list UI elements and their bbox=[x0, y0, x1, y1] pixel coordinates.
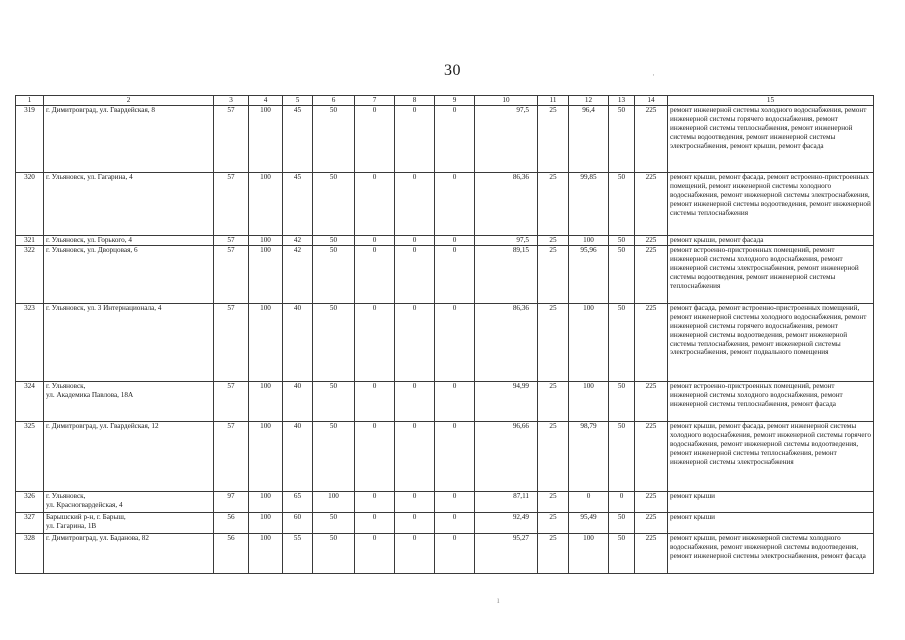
cell-col-14: 225 bbox=[635, 173, 668, 236]
cell-col-6: 50 bbox=[313, 173, 355, 236]
cell-col-10: 86,36 bbox=[475, 173, 538, 236]
col-header-14: 14 bbox=[635, 96, 668, 106]
cell-col-7: 0 bbox=[355, 236, 395, 246]
header-row bbox=[16, 96, 874, 106]
cell-col-14: 225 bbox=[635, 421, 668, 491]
cell-col-6: 50 bbox=[313, 381, 355, 421]
cell-col-9: 0 bbox=[435, 491, 475, 512]
col-header-5: 5 bbox=[283, 96, 313, 106]
cell-col-4: 100 bbox=[249, 421, 283, 491]
cell-col-15: ремонт крыши, ремонт инженерной системы холодного водоснабжения, ремонт инженерной системы водоотведения, ремонт инженерной системы электроснабжения, ремонт фасада bbox=[668, 533, 874, 573]
cell-col-2: г. Димитровград, ул. Гвардейская, 8 bbox=[44, 106, 214, 173]
cell-col-3: 57 bbox=[214, 106, 249, 173]
cell-col-15: ремонт инженерной системы холодного водоснабжения, ремонт инженерной системы горячего водоснабжения, ремонт инженерной системы теплоснабжения, ремонт инженерной системы водоотведения, ремонт инженерной системы электроснабжения, ремонт крыши, ремонт фасада bbox=[668, 106, 874, 173]
cell-col-4: 100 bbox=[249, 381, 283, 421]
cell-col-14: 225 bbox=[635, 491, 668, 512]
col-header-1: 1 bbox=[16, 96, 44, 106]
cell-col-3: 56 bbox=[214, 512, 249, 533]
cell-col-8: 0 bbox=[395, 106, 435, 173]
table-row bbox=[16, 421, 874, 491]
cell-col-6: 50 bbox=[313, 421, 355, 491]
cell-col-4: 100 bbox=[249, 236, 283, 246]
table-row bbox=[16, 491, 874, 512]
cell-col-5: 40 bbox=[283, 421, 313, 491]
cell-col-5: 42 bbox=[283, 245, 313, 303]
cell-col-11: 25 bbox=[538, 421, 569, 491]
table-row bbox=[16, 245, 874, 303]
col-header-2: 2 bbox=[44, 96, 214, 106]
cell-col-3: 57 bbox=[214, 173, 249, 236]
cell-col-13: 50 bbox=[609, 421, 635, 491]
cell-col-10: 92,49 bbox=[475, 512, 538, 533]
cell-col-9: 0 bbox=[435, 173, 475, 236]
cell-col-12: 95,96 bbox=[569, 245, 609, 303]
cell-col-3: 57 bbox=[214, 303, 249, 381]
cell-col-8: 0 bbox=[395, 491, 435, 512]
cell-col-4: 100 bbox=[249, 173, 283, 236]
cell-col-10: 97,5 bbox=[475, 106, 538, 173]
cell-col-14: 225 bbox=[635, 533, 668, 573]
cell-col-12: 96,4 bbox=[569, 106, 609, 173]
cell-col-13: 50 bbox=[609, 303, 635, 381]
cell-col-1: 322 bbox=[16, 245, 44, 303]
table-body bbox=[16, 106, 874, 574]
cell-col-2: г. Ульяновск, ул. Красногвардейская, 4 bbox=[44, 491, 214, 512]
cell-col-1: 327 bbox=[16, 512, 44, 533]
cell-col-10: 86,36 bbox=[475, 303, 538, 381]
cell-col-13: 50 bbox=[609, 236, 635, 246]
cell-col-7: 0 bbox=[355, 491, 395, 512]
cell-col-7: 0 bbox=[355, 303, 395, 381]
cell-col-4: 100 bbox=[249, 491, 283, 512]
cell-col-6: 100 bbox=[313, 491, 355, 512]
cell-col-2: г. Ульяновск, ул. 3 Интернационала, 4 bbox=[44, 303, 214, 381]
cell-col-10: 94,99 bbox=[475, 381, 538, 421]
cell-col-8: 0 bbox=[395, 236, 435, 246]
cell-col-1: 328 bbox=[16, 533, 44, 573]
cell-col-13: 50 bbox=[609, 381, 635, 421]
cell-col-9: 0 bbox=[435, 303, 475, 381]
cell-col-3: 56 bbox=[214, 533, 249, 573]
table-row bbox=[16, 303, 874, 381]
cell-col-6: 50 bbox=[313, 533, 355, 573]
col-header-15: 15 bbox=[668, 96, 874, 106]
cell-col-6: 50 bbox=[313, 106, 355, 173]
cell-col-2: г. Ульяновск, ул. Академика Павлова, 18А bbox=[44, 381, 214, 421]
col-header-10: 10 bbox=[475, 96, 538, 106]
cell-col-3: 57 bbox=[214, 245, 249, 303]
col-header-11: 11 bbox=[538, 96, 569, 106]
cell-col-12: 0 bbox=[569, 491, 609, 512]
cell-col-13: 50 bbox=[609, 106, 635, 173]
cell-col-9: 0 bbox=[435, 245, 475, 303]
cell-col-11: 25 bbox=[538, 106, 569, 173]
col-header-13: 13 bbox=[609, 96, 635, 106]
page-number: 30 bbox=[444, 62, 461, 79]
col-header-7: 7 bbox=[355, 96, 395, 106]
col-header-4: 4 bbox=[249, 96, 283, 106]
cell-col-8: 0 bbox=[395, 421, 435, 491]
cell-col-3: 57 bbox=[214, 421, 249, 491]
cell-col-1: 326 bbox=[16, 491, 44, 512]
cell-col-7: 0 bbox=[355, 173, 395, 236]
cell-col-10: 87,11 bbox=[475, 491, 538, 512]
cell-col-4: 100 bbox=[249, 512, 283, 533]
cell-col-13: 50 bbox=[609, 245, 635, 303]
cell-col-11: 25 bbox=[538, 245, 569, 303]
cell-col-5: 60 bbox=[283, 512, 313, 533]
cell-col-13: 50 bbox=[609, 173, 635, 236]
cell-col-14: 225 bbox=[635, 303, 668, 381]
cell-col-5: 42 bbox=[283, 236, 313, 246]
cell-col-1: 324 bbox=[16, 381, 44, 421]
cell-col-5: 55 bbox=[283, 533, 313, 573]
cell-col-15: ремонт встроенно-пристроенных помещений, ремонт инженерной системы холодного водоснабжения, ремонт инженерной системы теплоснабжения, ремонт фасада bbox=[668, 381, 874, 421]
cell-col-15: ремонт встроенно-пристроенных помещений, ремонт инженерной системы холодного водоснабжения, ремонт инженерной системы электроснабжения, ремонт инженерной системы водоотведения, ремонт инженерной системы теплоснабжения bbox=[668, 245, 874, 303]
cell-col-5: 45 bbox=[283, 106, 313, 173]
cell-col-15: ремонт крыши, ремонт фасада, ремонт инженерной системы холодного водоснабжения, ремонт инженерной системы горячего водоснабжения, ремонт инженерной системы водоотведения, ремонт инженерной системы теплоснабжения, ремонт инженерной системы электроснабжения bbox=[668, 421, 874, 491]
cell-col-7: 0 bbox=[355, 106, 395, 173]
cell-col-14: 225 bbox=[635, 106, 668, 173]
cell-col-11: 25 bbox=[538, 512, 569, 533]
cell-col-14: 225 bbox=[635, 381, 668, 421]
cell-col-11: 25 bbox=[538, 381, 569, 421]
cell-col-7: 0 bbox=[355, 533, 395, 573]
cell-col-5: 65 bbox=[283, 491, 313, 512]
col-header-8: 8 bbox=[395, 96, 435, 106]
cell-col-14: 225 bbox=[635, 245, 668, 303]
col-header-12: 12 bbox=[569, 96, 609, 106]
cell-col-9: 0 bbox=[435, 533, 475, 573]
cell-col-2: г. Димитровград, ул. Гвардейская, 12 bbox=[44, 421, 214, 491]
cell-col-11: 25 bbox=[538, 491, 569, 512]
cell-col-13: 50 bbox=[609, 512, 635, 533]
table-row bbox=[16, 236, 874, 246]
cell-col-7: 0 bbox=[355, 245, 395, 303]
cell-col-9: 0 bbox=[435, 421, 475, 491]
cell-col-2: г. Ульяновск, ул. Гагарина, 4 bbox=[44, 173, 214, 236]
cell-col-9: 0 bbox=[435, 512, 475, 533]
repair-register-table bbox=[15, 95, 874, 574]
cell-col-7: 0 bbox=[355, 512, 395, 533]
cell-col-2: г. Димитровград, ул. Баданова, 82 bbox=[44, 533, 214, 573]
cell-col-12: 98,79 bbox=[569, 421, 609, 491]
cell-col-8: 0 bbox=[395, 173, 435, 236]
cell-col-1: 321 bbox=[16, 236, 44, 246]
cell-col-12: 100 bbox=[569, 381, 609, 421]
col-header-3: 3 bbox=[214, 96, 249, 106]
cell-col-8: 0 bbox=[395, 512, 435, 533]
cell-col-11: 25 bbox=[538, 236, 569, 246]
cell-col-1: 320 bbox=[16, 173, 44, 236]
cell-col-8: 0 bbox=[395, 381, 435, 421]
cell-col-8: 0 bbox=[395, 533, 435, 573]
cell-col-12: 99,85 bbox=[569, 173, 609, 236]
cell-col-3: 57 bbox=[214, 236, 249, 246]
scan-speck: · bbox=[652, 70, 655, 80]
cell-col-6: 50 bbox=[313, 303, 355, 381]
cell-col-15: ремонт крыши, ремонт фасада bbox=[668, 236, 874, 246]
cell-col-6: 50 bbox=[313, 245, 355, 303]
cell-col-4: 100 bbox=[249, 106, 283, 173]
table-row bbox=[16, 173, 874, 236]
scan-speck: ı bbox=[497, 595, 500, 605]
cell-col-10: 95,27 bbox=[475, 533, 538, 573]
cell-col-5: 45 bbox=[283, 173, 313, 236]
cell-col-9: 0 bbox=[435, 106, 475, 173]
table-row bbox=[16, 512, 874, 533]
cell-col-13: 50 bbox=[609, 533, 635, 573]
cell-col-15: ремонт крыши bbox=[668, 491, 874, 512]
cell-col-9: 0 bbox=[435, 381, 475, 421]
cell-col-11: 25 bbox=[538, 173, 569, 236]
cell-col-4: 100 bbox=[249, 245, 283, 303]
cell-col-1: 325 bbox=[16, 421, 44, 491]
cell-col-8: 0 bbox=[395, 245, 435, 303]
cell-col-15: ремонт крыши bbox=[668, 512, 874, 533]
col-header-9: 9 bbox=[435, 96, 475, 106]
cell-col-4: 100 bbox=[249, 303, 283, 381]
cell-col-2: Барышский р-н, г. Барыш, ул. Гагарина, 1В bbox=[44, 512, 214, 533]
cell-col-8: 0 bbox=[395, 303, 435, 381]
cell-col-7: 0 bbox=[355, 381, 395, 421]
cell-col-1: 323 bbox=[16, 303, 44, 381]
cell-col-3: 57 bbox=[214, 381, 249, 421]
cell-col-14: 225 bbox=[635, 236, 668, 246]
cell-col-12: 100 bbox=[569, 533, 609, 573]
cell-col-13: 0 bbox=[609, 491, 635, 512]
table-row bbox=[16, 533, 874, 573]
cell-col-4: 100 bbox=[249, 533, 283, 573]
cell-col-3: 97 bbox=[214, 491, 249, 512]
cell-col-12: 100 bbox=[569, 236, 609, 246]
cell-col-15: ремонт крыши, ремонт фасада, ремонт встроенно-пристроенных помещений, ремонт инженерной системы холодного водоснабжения, ремонт инженерной системы электроснабжения, ремонт инженерной системы водоотведения, ремонт инженерной системы теплоснабжения bbox=[668, 173, 874, 236]
cell-col-2: г. Ульяновск, ул. Горького, 4 bbox=[44, 236, 214, 246]
cell-col-14: 225 bbox=[635, 512, 668, 533]
cell-col-10: 97,5 bbox=[475, 236, 538, 246]
cell-col-7: 0 bbox=[355, 421, 395, 491]
table-row bbox=[16, 381, 874, 421]
cell-col-12: 95,49 bbox=[569, 512, 609, 533]
col-header-6: 6 bbox=[313, 96, 355, 106]
cell-col-12: 100 bbox=[569, 303, 609, 381]
cell-col-5: 40 bbox=[283, 303, 313, 381]
cell-col-6: 50 bbox=[313, 512, 355, 533]
cell-col-10: 89,15 bbox=[475, 245, 538, 303]
cell-col-11: 25 bbox=[538, 533, 569, 573]
cell-col-15: ремонт фасада, ремонт встроенно-пристроенных помещений, ремонт инженерной системы холодного водоснабжения, ремонт инженерной системы горячего водоснабжения, ремонт инженерной системы водоотведения, ремонт инженерной системы теплоснабжения, ремонт инженерной системы электроснабжения, ремонт подвального помещения bbox=[668, 303, 874, 381]
cell-col-6: 50 bbox=[313, 236, 355, 246]
cell-col-10: 96,66 bbox=[475, 421, 538, 491]
cell-col-11: 25 bbox=[538, 303, 569, 381]
cell-col-9: 0 bbox=[435, 236, 475, 246]
table-row bbox=[16, 106, 874, 173]
cell-col-1: 319 bbox=[16, 106, 44, 173]
cell-col-2: г. Ульяновск, ул. Дворцовая, 6 bbox=[44, 245, 214, 303]
cell-col-5: 40 bbox=[283, 381, 313, 421]
